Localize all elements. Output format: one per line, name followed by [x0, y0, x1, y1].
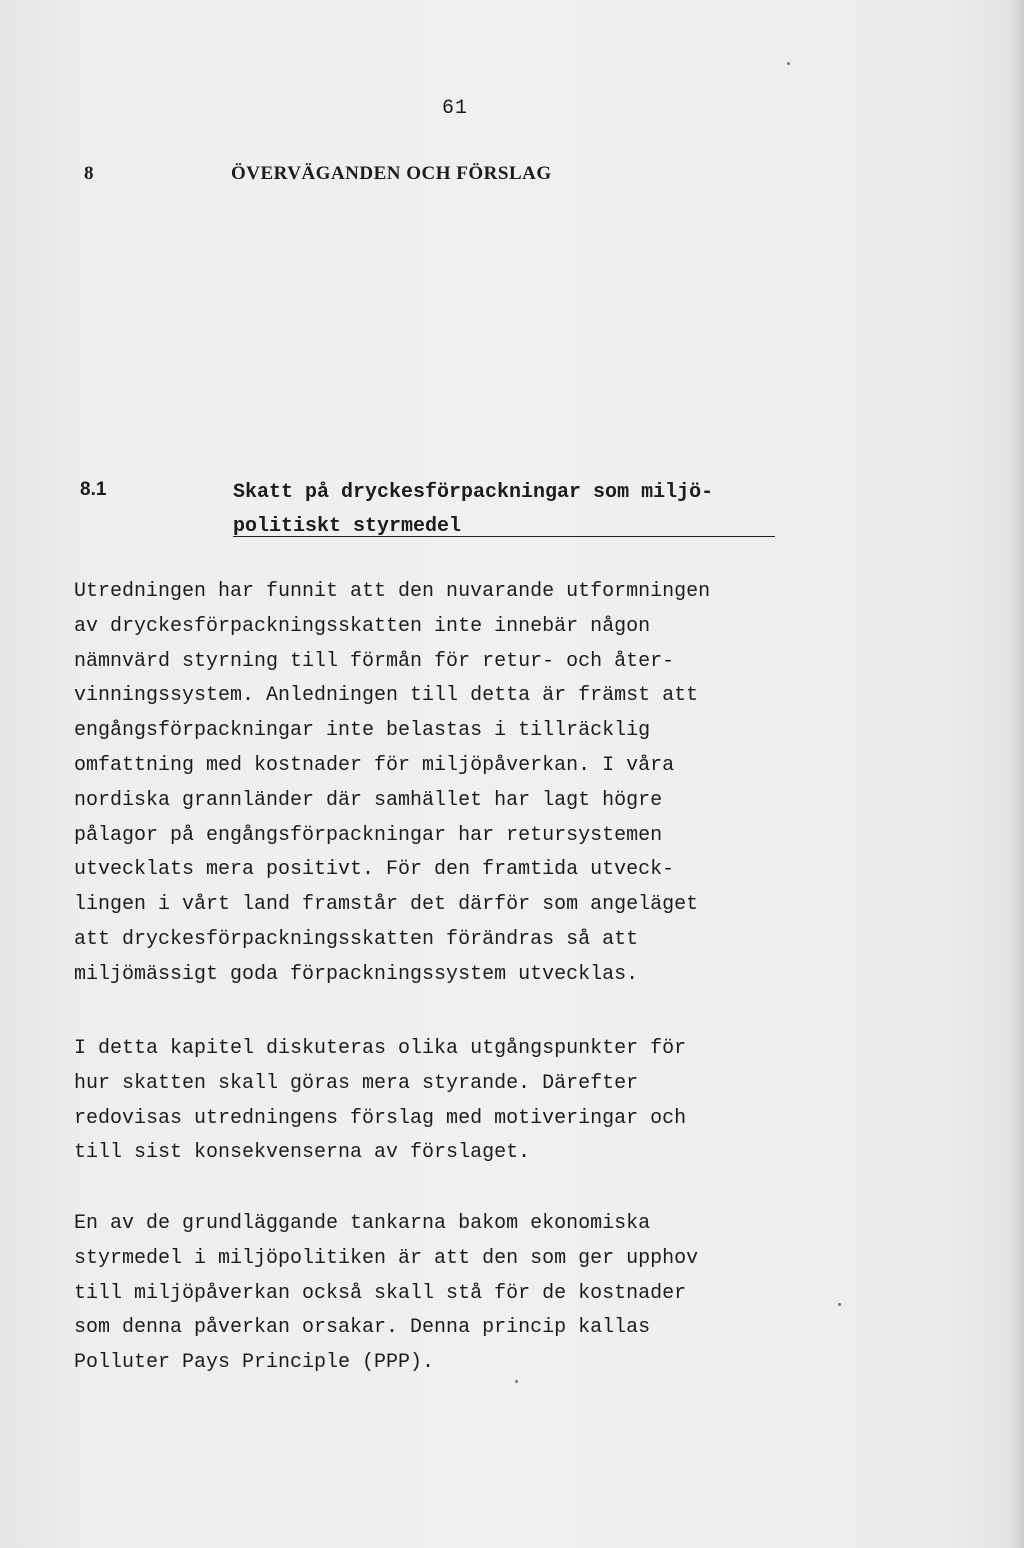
scan-speck: [515, 1380, 518, 1383]
scan-speck: [787, 62, 790, 65]
chapter-title: ÖVERVÄGANDEN OCH FÖRSLAG: [231, 163, 552, 184]
chapter-number: 8: [84, 163, 94, 184]
section-heading: [233, 476, 833, 544]
paragraph-3: En av de grundläggande tankarna bakom ekonomiska styrmedel i miljöpolitiken är att den som ger upphov till miljöpåverkan också skall stå för de kostnader som denna påverkan orsakar. Denna princip kallas Polluter Pays Principle (PPP).: [74, 1212, 699, 1375]
paragraph-2: I detta kapitel diskuteras olika utgångspunkter för hur skatten skall göras mera styrande. Därefter redovisas utredningens förslag med motiveringar och till sist konsekvenserna av förslaget.: [74, 1037, 687, 1165]
section-number: 8.1: [80, 479, 107, 500]
paragraph-1: Utredningen har funnit att den nuvarande utformningen av dryckesförpackningsskatten inte innebär någon nämnvärd styrning till förmån för retur- och åter- vinningssystem. Anledningen till detta är främst att engångsförpackningar inte belastas i tillräcklig omfattning med kostnader för miljöpåverkan. I våra nordiska grannländer där samhället har lagt högre pålagor på engångsförpackningar har retursystemen utvecklats mera positivt. För den framtida utveck- lingen i vårt land framstår det därför som angeläget att dryckesförpackningsskatten förändras så att miljömässigt goda förpackningssystem utvecklas.: [74, 580, 711, 986]
section-heading-line-2: politiskt styrmedel: [233, 515, 462, 538]
page-edge-shadow: [1010, 0, 1024, 1548]
page-number: 61: [441, 97, 468, 120]
heading-underline: [233, 536, 775, 537]
section-heading-line-1: Skatt på dryckesförpackningar som miljö-: [233, 481, 714, 504]
scan-speck: [838, 1303, 841, 1306]
